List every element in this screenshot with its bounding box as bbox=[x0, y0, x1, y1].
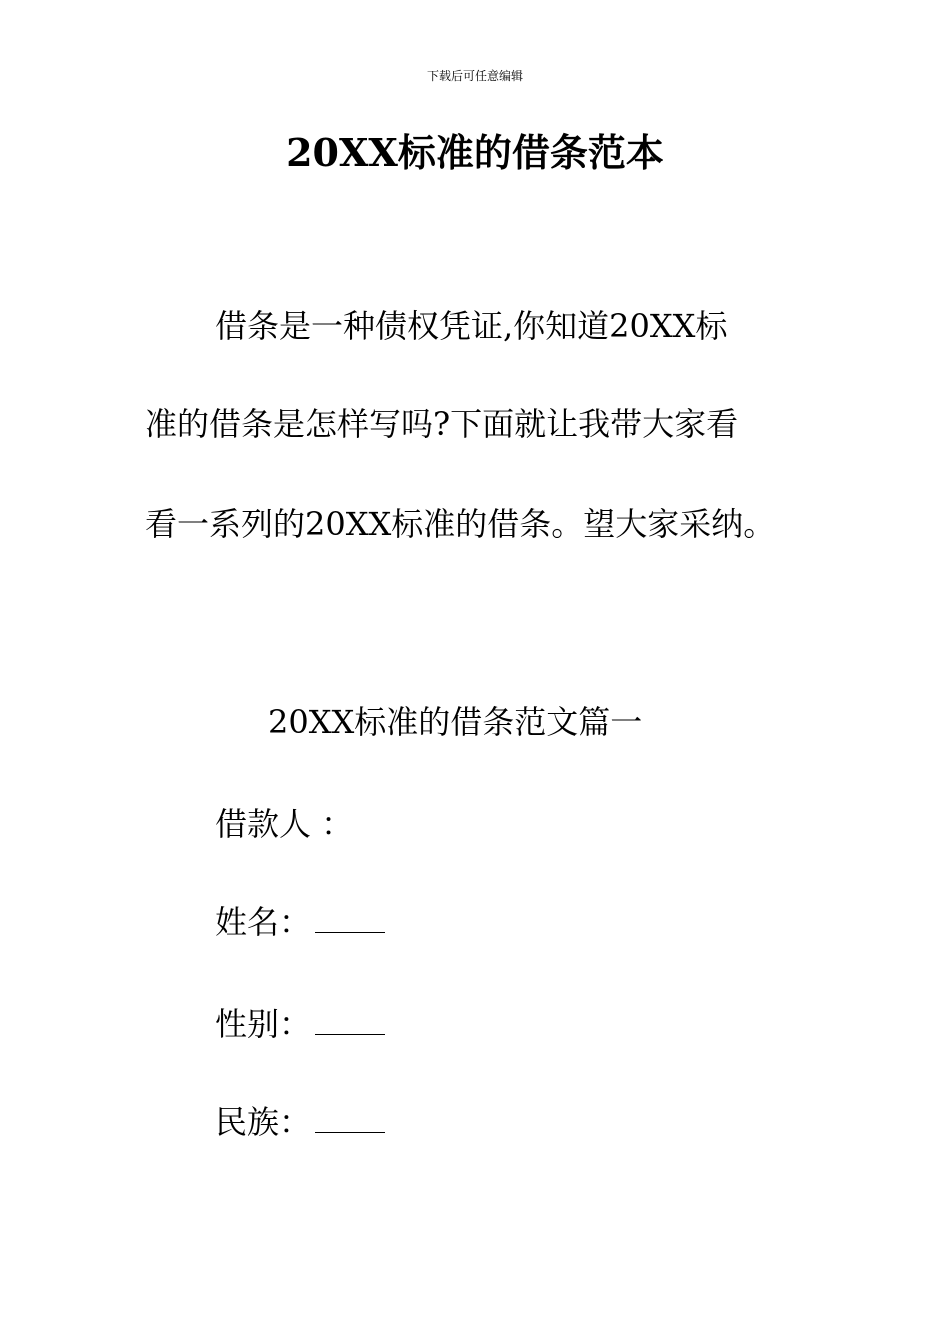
document-title: 20XX标准的借条范本 bbox=[286, 130, 664, 175]
borrower-label: 借款人 ： bbox=[215, 805, 354, 843]
field-gender-label: 性别： bbox=[215, 1005, 312, 1043]
intro-line-2: 准的借条是怎样写吗?下面就让我带大家看 bbox=[145, 405, 739, 443]
intro-line-1: 借条是一种债权凭证,你知道20XX标 bbox=[215, 307, 728, 345]
field-ethnicity-blank bbox=[315, 1106, 385, 1133]
section-heading: 20XX标准的借条范文篇一 bbox=[268, 703, 643, 741]
field-name-blank bbox=[315, 906, 385, 933]
field-ethnicity-row bbox=[215, 1100, 385, 1144]
field-name-row bbox=[215, 900, 385, 944]
header-note: 下载后可任意编辑 bbox=[426, 69, 523, 83]
field-name-label: 姓名： bbox=[215, 903, 312, 941]
field-gender-row bbox=[215, 1002, 385, 1046]
field-ethnicity-label: 民族： bbox=[215, 1103, 312, 1141]
intro-line-3: 看一系列的20XX标准的借条。望大家采纳。 bbox=[145, 505, 776, 543]
field-gender-blank bbox=[315, 1008, 385, 1035]
